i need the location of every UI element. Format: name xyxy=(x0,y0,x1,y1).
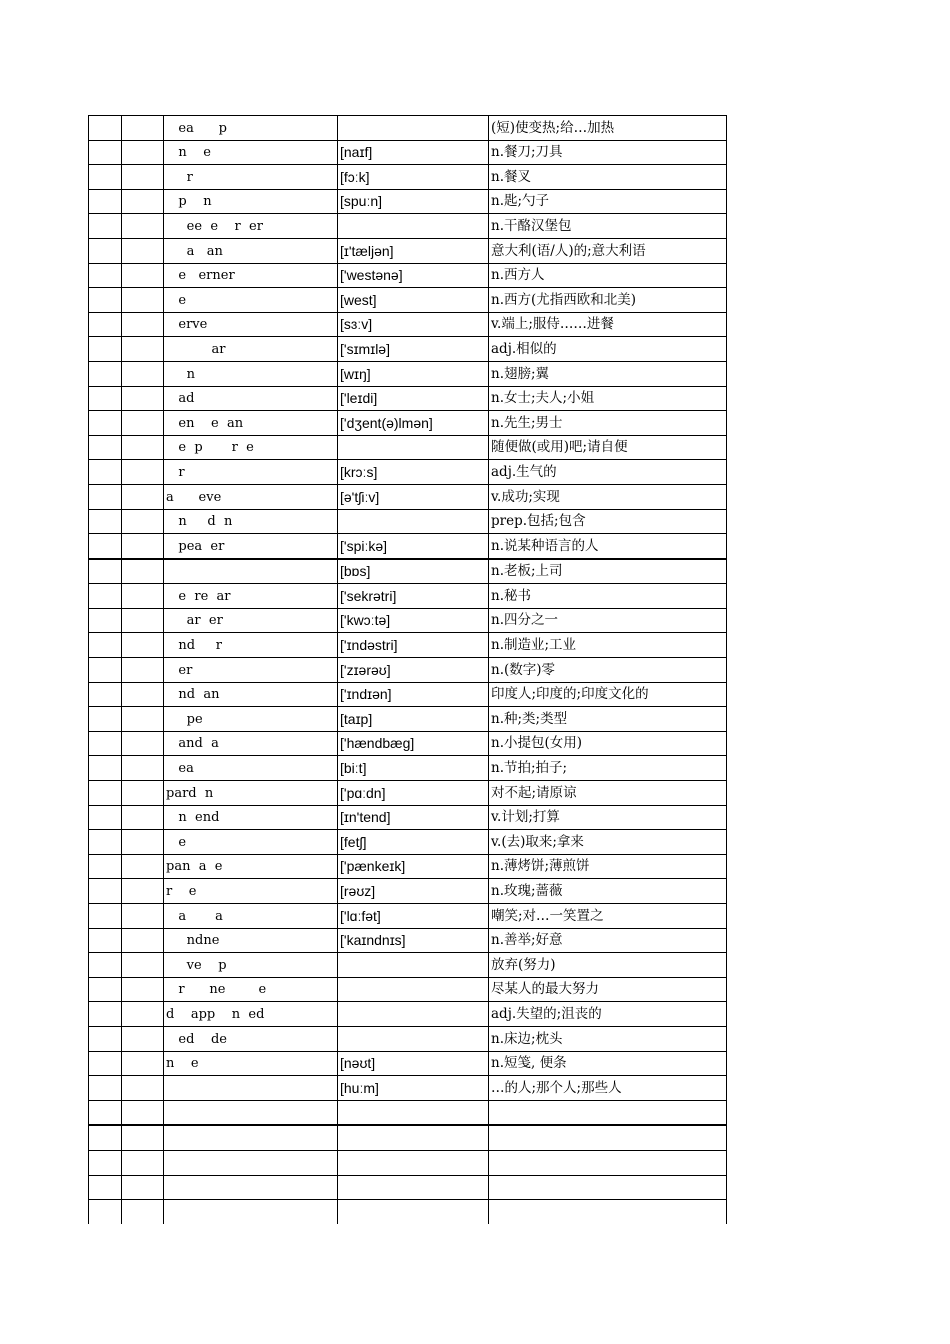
table-row xyxy=(89,484,727,509)
table-row xyxy=(89,1076,727,1101)
word-cell: n d n xyxy=(164,509,338,534)
index-cell xyxy=(89,928,122,953)
word-cell: ar xyxy=(164,337,338,362)
index-cell xyxy=(89,1100,122,1125)
phonetic-cell xyxy=(338,1026,489,1051)
blank-cell xyxy=(122,435,164,460)
index-cell xyxy=(89,559,122,584)
table-row xyxy=(89,1026,727,1051)
index-cell xyxy=(89,1175,122,1200)
index-cell xyxy=(89,830,122,855)
table-row xyxy=(89,559,727,584)
phonetic-cell xyxy=(338,509,489,534)
table-row xyxy=(89,756,727,781)
phonetic-cell: ['sɪmɪlə] xyxy=(338,337,489,362)
blank-cell xyxy=(122,584,164,609)
index-cell xyxy=(89,386,122,411)
phonetic-cell: [wɪŋ] xyxy=(338,361,489,386)
word-cell: a a xyxy=(164,904,338,929)
index-cell xyxy=(89,460,122,485)
word-cell: ad xyxy=(164,386,338,411)
index-cell xyxy=(89,977,122,1002)
meaning-cell: n.短笺, 便条 xyxy=(489,1051,727,1076)
blank-cell xyxy=(122,460,164,485)
meaning-cell xyxy=(489,1150,727,1175)
index-cell xyxy=(89,484,122,509)
meaning-cell xyxy=(489,1125,727,1150)
phonetic-cell: [sɜːv] xyxy=(338,312,489,337)
blank-cell xyxy=(122,484,164,509)
table-row xyxy=(89,731,727,756)
index-cell xyxy=(89,805,122,830)
phonetic-cell xyxy=(338,1002,489,1027)
meaning-cell: n.翅膀;翼 xyxy=(489,361,727,386)
word-cell: ea xyxy=(164,756,338,781)
phonetic-cell xyxy=(338,1200,489,1224)
word-cell: nd r xyxy=(164,633,338,658)
table-row xyxy=(89,928,727,953)
blank-cell xyxy=(122,682,164,707)
phonetic-cell: [taɪp] xyxy=(338,707,489,732)
phonetic-cell: ['zɪərəʊ] xyxy=(338,658,489,683)
table-row xyxy=(89,1150,727,1175)
table-row xyxy=(89,953,727,978)
word-cell xyxy=(164,1125,338,1150)
word-cell: ee e r er xyxy=(164,214,338,239)
phonetic-cell: [fɔːk] xyxy=(338,165,489,190)
blank-cell xyxy=(122,337,164,362)
word-cell: e re ar xyxy=(164,584,338,609)
index-cell xyxy=(89,189,122,214)
phonetic-cell xyxy=(338,214,489,239)
meaning-cell xyxy=(489,1200,727,1224)
table-row xyxy=(89,904,727,929)
index-cell xyxy=(89,165,122,190)
word-cell xyxy=(164,1175,338,1200)
word-cell: e erner xyxy=(164,263,338,288)
word-cell: ed de xyxy=(164,1026,338,1051)
phonetic-cell: [rəʊz] xyxy=(338,879,489,904)
meaning-cell: n.匙;勺子 xyxy=(489,189,727,214)
meaning-cell: …的人;那个人;那些人 xyxy=(489,1076,727,1101)
meaning-cell xyxy=(489,1175,727,1200)
blank-cell xyxy=(122,707,164,732)
phonetic-cell xyxy=(338,953,489,978)
word-cell: n xyxy=(164,361,338,386)
meaning-cell: 放弃(努力) xyxy=(489,953,727,978)
blank-cell xyxy=(122,1002,164,1027)
word-cell xyxy=(164,1150,338,1175)
table-row xyxy=(89,165,727,190)
meaning-cell xyxy=(489,1100,727,1125)
index-cell xyxy=(89,707,122,732)
meaning-cell: v.端上;服侍……进餐 xyxy=(489,312,727,337)
blank-cell xyxy=(122,658,164,683)
blank-cell xyxy=(122,189,164,214)
meaning-cell: n.节拍;拍子; xyxy=(489,756,727,781)
phonetic-cell xyxy=(338,1125,489,1150)
index-cell xyxy=(89,411,122,436)
index-cell xyxy=(89,658,122,683)
blank-cell xyxy=(122,928,164,953)
table-row xyxy=(89,411,727,436)
index-cell xyxy=(89,337,122,362)
table-row xyxy=(89,1125,727,1150)
word-cell: a eve xyxy=(164,484,338,509)
index-cell xyxy=(89,904,122,929)
index-cell xyxy=(89,435,122,460)
phonetic-cell: ['sekrətri] xyxy=(338,584,489,609)
table-row xyxy=(89,1200,727,1224)
index-cell xyxy=(89,1200,122,1224)
word-cell: pard n xyxy=(164,781,338,806)
meaning-cell: 对不起;请原谅 xyxy=(489,781,727,806)
blank-cell xyxy=(122,1150,164,1175)
phonetic-cell: ['spiːkə] xyxy=(338,534,489,559)
meaning-cell: n.西方(尤指西欧和北美) xyxy=(489,288,727,313)
table-row xyxy=(89,781,727,806)
blank-cell xyxy=(122,854,164,879)
meaning-cell: prep.包括;包含 xyxy=(489,509,727,534)
table-row xyxy=(89,707,727,732)
blank-cell xyxy=(122,116,164,141)
index-cell xyxy=(89,361,122,386)
meaning-cell: n.善举;好意 xyxy=(489,928,727,953)
phonetic-cell: ['pɑːdn] xyxy=(338,781,489,806)
phonetic-cell xyxy=(338,116,489,141)
phonetic-cell xyxy=(338,435,489,460)
word-cell: e xyxy=(164,830,338,855)
phonetic-cell: ['pænkeɪk] xyxy=(338,854,489,879)
table-row xyxy=(89,1002,727,1027)
meaning-cell: n.(数字)零 xyxy=(489,658,727,683)
blank-cell xyxy=(122,608,164,633)
meaning-cell: n.四分之一 xyxy=(489,608,727,633)
blank-cell xyxy=(122,756,164,781)
word-cell: d app n ed xyxy=(164,1002,338,1027)
meaning-cell: n.西方人 xyxy=(489,263,727,288)
meaning-cell: n.小提包(女用) xyxy=(489,731,727,756)
blank-cell xyxy=(122,633,164,658)
word-cell: a an xyxy=(164,238,338,263)
blank-cell xyxy=(122,165,164,190)
index-cell xyxy=(89,534,122,559)
vocabulary-rows xyxy=(89,116,727,1224)
meaning-cell: n.床边;枕头 xyxy=(489,1026,727,1051)
table-row xyxy=(89,238,727,263)
meaning-cell: n.女士;夫人;小姐 xyxy=(489,386,727,411)
blank-cell xyxy=(122,559,164,584)
table-row xyxy=(89,608,727,633)
table-row xyxy=(89,1175,727,1200)
phonetic-cell: [biːt] xyxy=(338,756,489,781)
blank-cell xyxy=(122,953,164,978)
index-cell xyxy=(89,781,122,806)
table-row xyxy=(89,584,727,609)
index-cell xyxy=(89,140,122,165)
blank-cell xyxy=(122,1200,164,1224)
meaning-cell: n.种;类;类型 xyxy=(489,707,727,732)
table-row xyxy=(89,460,727,485)
table-row xyxy=(89,116,727,141)
word-cell xyxy=(164,1200,338,1224)
phonetic-cell: [huːm] xyxy=(338,1076,489,1101)
meaning-cell: adj.失望的;沮丧的 xyxy=(489,1002,727,1027)
word-cell: ar er xyxy=(164,608,338,633)
phonetic-cell: ['kwɔːtə] xyxy=(338,608,489,633)
blank-cell xyxy=(122,214,164,239)
word-cell xyxy=(164,1076,338,1101)
phonetic-cell: [spuːn] xyxy=(338,189,489,214)
blank-cell xyxy=(122,288,164,313)
table-row xyxy=(89,682,727,707)
word-cell: ve p xyxy=(164,953,338,978)
blank-cell xyxy=(122,1125,164,1150)
blank-cell xyxy=(122,1051,164,1076)
meaning-cell: v.(去)取来;拿来 xyxy=(489,830,727,855)
phonetic-cell: [nəʊt] xyxy=(338,1051,489,1076)
meaning-cell: n.老板;上司 xyxy=(489,559,727,584)
blank-cell xyxy=(122,805,164,830)
word-cell: ndne xyxy=(164,928,338,953)
word-cell: n e xyxy=(164,140,338,165)
phonetic-cell xyxy=(338,977,489,1002)
word-cell: e xyxy=(164,288,338,313)
blank-cell xyxy=(122,1100,164,1125)
index-cell xyxy=(89,584,122,609)
word-cell xyxy=(164,1100,338,1125)
word-cell: p n xyxy=(164,189,338,214)
meaning-cell: 嘲笑;对…一笑置之 xyxy=(489,904,727,929)
word-cell: en e an xyxy=(164,411,338,436)
meaning-cell: n.秘书 xyxy=(489,584,727,609)
phonetic-cell: ['ɪndəstri] xyxy=(338,633,489,658)
meaning-cell: adj.生气的 xyxy=(489,460,727,485)
word-cell: er xyxy=(164,658,338,683)
table-row xyxy=(89,189,727,214)
blank-cell xyxy=(122,509,164,534)
word-cell: n e xyxy=(164,1051,338,1076)
table-row xyxy=(89,509,727,534)
index-cell xyxy=(89,608,122,633)
word-cell: pea er xyxy=(164,534,338,559)
blank-cell xyxy=(122,140,164,165)
phonetic-cell: ['lɑːfət] xyxy=(338,904,489,929)
index-cell xyxy=(89,953,122,978)
meaning-cell: 意大利(语/人)的;意大利语 xyxy=(489,238,727,263)
word-cell: pe xyxy=(164,707,338,732)
phonetic-cell: ['dʒent(ə)lmən] xyxy=(338,411,489,436)
blank-cell xyxy=(122,361,164,386)
index-cell xyxy=(89,238,122,263)
meaning-cell: n.干酪汉堡包 xyxy=(489,214,727,239)
index-cell xyxy=(89,1076,122,1101)
phonetic-cell: [naɪf] xyxy=(338,140,489,165)
blank-cell xyxy=(122,312,164,337)
word-cell: nd an xyxy=(164,682,338,707)
blank-cell xyxy=(122,830,164,855)
index-cell xyxy=(89,288,122,313)
table-row xyxy=(89,633,727,658)
meaning-cell: n.餐刀;刀具 xyxy=(489,140,727,165)
table-row xyxy=(89,337,727,362)
meaning-cell: 尽某人的最大努力 xyxy=(489,977,727,1002)
phonetic-cell: ['westənə] xyxy=(338,263,489,288)
blank-cell xyxy=(122,1175,164,1200)
word-cell xyxy=(164,559,338,584)
word-cell: ea p xyxy=(164,116,338,141)
word-cell: e p r e xyxy=(164,435,338,460)
blank-cell xyxy=(122,879,164,904)
word-cell: erve xyxy=(164,312,338,337)
index-cell xyxy=(89,1051,122,1076)
index-cell xyxy=(89,214,122,239)
meaning-cell: v.成功;实现 xyxy=(489,484,727,509)
phonetic-cell: ['ɪndɪən] xyxy=(338,682,489,707)
meaning-cell: n.餐叉 xyxy=(489,165,727,190)
index-cell xyxy=(89,1002,122,1027)
index-cell xyxy=(89,682,122,707)
phonetic-cell: [fetʃ] xyxy=(338,830,489,855)
phonetic-cell: [west] xyxy=(338,288,489,313)
table-row xyxy=(89,312,727,337)
meaning-cell: n.薄烤饼;薄煎饼 xyxy=(489,854,727,879)
phonetic-cell xyxy=(338,1100,489,1125)
index-cell xyxy=(89,1150,122,1175)
index-cell xyxy=(89,756,122,781)
blank-cell xyxy=(122,238,164,263)
table-row xyxy=(89,879,727,904)
table-row xyxy=(89,1100,727,1125)
phonetic-cell: ['kaɪndnɪs] xyxy=(338,928,489,953)
index-cell xyxy=(89,879,122,904)
blank-cell xyxy=(122,1026,164,1051)
word-cell: r ne e xyxy=(164,977,338,1002)
table-row xyxy=(89,805,727,830)
table-row xyxy=(89,658,727,683)
table-row xyxy=(89,140,727,165)
blank-cell xyxy=(122,904,164,929)
blank-cell xyxy=(122,781,164,806)
meaning-cell: n.说某种语言的人 xyxy=(489,534,727,559)
table-row xyxy=(89,854,727,879)
vocabulary-table xyxy=(88,115,727,1224)
index-cell xyxy=(89,312,122,337)
word-cell: n end xyxy=(164,805,338,830)
meaning-cell: adj.相似的 xyxy=(489,337,727,362)
phonetic-cell: ['leɪdi] xyxy=(338,386,489,411)
index-cell xyxy=(89,1125,122,1150)
phonetic-cell: ['hændbæg] xyxy=(338,731,489,756)
word-cell: r xyxy=(164,460,338,485)
blank-cell xyxy=(122,1076,164,1101)
phonetic-cell: [ɪ'tæljən] xyxy=(338,238,489,263)
table-row xyxy=(89,214,727,239)
table-row xyxy=(89,830,727,855)
word-cell: r e xyxy=(164,879,338,904)
word-cell: and a xyxy=(164,731,338,756)
meaning-cell: n.先生;男士 xyxy=(489,411,727,436)
phonetic-cell: [krɔːs] xyxy=(338,460,489,485)
blank-cell xyxy=(122,977,164,1002)
word-cell: pan a e xyxy=(164,854,338,879)
blank-cell xyxy=(122,411,164,436)
meaning-cell: n.制造业;工业 xyxy=(489,633,727,658)
blank-cell xyxy=(122,731,164,756)
index-cell xyxy=(89,116,122,141)
phonetic-cell xyxy=(338,1175,489,1200)
meaning-cell: n.玫瑰;蔷薇 xyxy=(489,879,727,904)
phonetic-cell: [ə'tʃiːv] xyxy=(338,484,489,509)
index-cell xyxy=(89,1026,122,1051)
table-row xyxy=(89,386,727,411)
table-row xyxy=(89,361,727,386)
table-row xyxy=(89,534,727,559)
phonetic-cell: [ɪn'tend] xyxy=(338,805,489,830)
blank-cell xyxy=(122,263,164,288)
index-cell xyxy=(89,731,122,756)
table-row xyxy=(89,288,727,313)
meaning-cell: 印度人;印度的;印度文化的 xyxy=(489,682,727,707)
index-cell xyxy=(89,633,122,658)
table-row xyxy=(89,435,727,460)
table-row xyxy=(89,1051,727,1076)
word-cell: r xyxy=(164,165,338,190)
meaning-cell: (短)使变热;给…加热 xyxy=(489,116,727,141)
meaning-cell: v.计划;打算 xyxy=(489,805,727,830)
blank-cell xyxy=(122,386,164,411)
table-row xyxy=(89,263,727,288)
table-row xyxy=(89,977,727,1002)
phonetic-cell xyxy=(338,1150,489,1175)
phonetic-cell: [bɒs] xyxy=(338,559,489,584)
index-cell xyxy=(89,854,122,879)
meaning-cell: 随便做(或用)吧;请自便 xyxy=(489,435,727,460)
index-cell xyxy=(89,509,122,534)
index-cell xyxy=(89,263,122,288)
blank-cell xyxy=(122,534,164,559)
